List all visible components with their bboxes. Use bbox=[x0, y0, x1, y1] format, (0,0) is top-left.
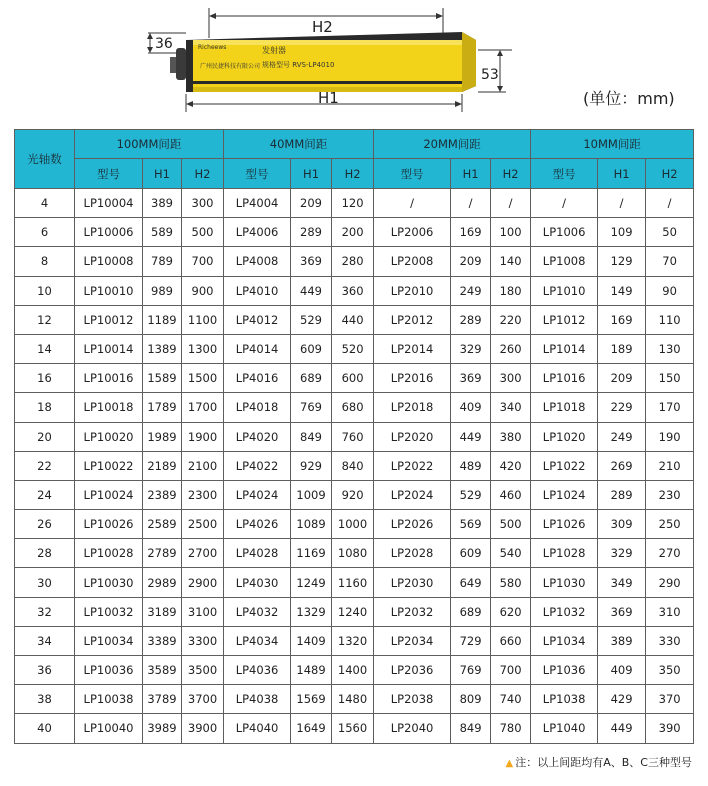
table-cell: 110 bbox=[646, 305, 694, 334]
table-cell: LP2006 bbox=[374, 218, 451, 247]
unit-label: (单位：mm) bbox=[583, 89, 675, 108]
table-cell: 90 bbox=[646, 276, 694, 305]
sub-header-model: 型号 bbox=[224, 159, 291, 189]
table-cell: 3189 bbox=[143, 597, 182, 626]
table-cell: 3900 bbox=[182, 714, 224, 743]
table-cell: 2789 bbox=[143, 539, 182, 568]
dim-height-label: 36 bbox=[155, 36, 173, 52]
dim-width-label: 53 bbox=[481, 67, 499, 83]
table-cell: 1189 bbox=[143, 305, 182, 334]
table-row bbox=[15, 393, 694, 422]
table-cell: 2989 bbox=[143, 568, 182, 597]
table-cell: 3100 bbox=[182, 597, 224, 626]
table-cell: 38 bbox=[15, 685, 75, 714]
table-cell: LP10036 bbox=[75, 656, 143, 685]
table-cell: LP1008 bbox=[531, 247, 598, 276]
table-row bbox=[15, 656, 694, 685]
table-cell: 489 bbox=[451, 451, 491, 480]
table-cell: LP2008 bbox=[374, 247, 451, 276]
table-cell: 109 bbox=[598, 218, 646, 247]
table-cell: 18 bbox=[15, 393, 75, 422]
table-row bbox=[15, 247, 694, 276]
dim-h2-label: H2 bbox=[312, 18, 333, 36]
table-cell: 189 bbox=[598, 334, 646, 363]
table-cell: LP2040 bbox=[374, 714, 451, 743]
table-cell: 2100 bbox=[182, 451, 224, 480]
table-cell: / bbox=[451, 189, 491, 218]
table-cell: LP1022 bbox=[531, 451, 598, 480]
table-cell: 28 bbox=[15, 539, 75, 568]
table-cell: 989 bbox=[143, 276, 182, 305]
table-cell: 420 bbox=[491, 451, 531, 480]
table-cell: 1089 bbox=[291, 510, 332, 539]
table-cell: LP1012 bbox=[531, 305, 598, 334]
table-cell: LP1030 bbox=[531, 568, 598, 597]
table-row bbox=[15, 597, 694, 626]
table-row bbox=[15, 422, 694, 451]
table-cell: 36 bbox=[15, 656, 75, 685]
table-cell: 1480 bbox=[332, 685, 374, 714]
table-cell: / bbox=[598, 189, 646, 218]
table-cell: 920 bbox=[332, 480, 374, 509]
table-row bbox=[15, 189, 694, 218]
table-cell: 10 bbox=[15, 276, 75, 305]
table-row bbox=[15, 714, 694, 743]
table-cell: LP4020 bbox=[224, 422, 291, 451]
table-cell: LP10040 bbox=[75, 714, 143, 743]
table-cell: LP4028 bbox=[224, 539, 291, 568]
group-header-100mm: 100MM间距 bbox=[75, 130, 224, 159]
table-cell: 449 bbox=[598, 714, 646, 743]
table-cell: 500 bbox=[491, 510, 531, 539]
table-cell: 14 bbox=[15, 334, 75, 363]
group-header-10mm: 10MM间距 bbox=[531, 130, 694, 159]
table-cell: 609 bbox=[451, 539, 491, 568]
table-cell: LP4024 bbox=[224, 480, 291, 509]
table-cell: 1320 bbox=[332, 626, 374, 655]
table-cell: 1240 bbox=[332, 597, 374, 626]
table-cell: 370 bbox=[646, 685, 694, 714]
table-cell: LP2028 bbox=[374, 539, 451, 568]
table-cell: 300 bbox=[491, 364, 531, 393]
table-cell: 360 bbox=[332, 276, 374, 305]
table-cell: 1080 bbox=[332, 539, 374, 568]
table-cell: LP1040 bbox=[531, 714, 598, 743]
table-cell: LP2014 bbox=[374, 334, 451, 363]
table-cell: 389 bbox=[598, 626, 646, 655]
table-cell: 500 bbox=[182, 218, 224, 247]
table-row bbox=[15, 480, 694, 509]
table-cell: 210 bbox=[646, 451, 694, 480]
table-cell: 380 bbox=[491, 422, 531, 451]
table-cell: 260 bbox=[491, 334, 531, 363]
table-cell: LP2036 bbox=[374, 656, 451, 685]
table-cell: 269 bbox=[598, 451, 646, 480]
table-cell: LP10012 bbox=[75, 305, 143, 334]
table-cell: 1409 bbox=[291, 626, 332, 655]
table-cell: / bbox=[531, 189, 598, 218]
table-cell: 1589 bbox=[143, 364, 182, 393]
table-cell: 540 bbox=[491, 539, 531, 568]
table-cell: 2389 bbox=[143, 480, 182, 509]
table-cell: 350 bbox=[646, 656, 694, 685]
table-cell: LP4010 bbox=[224, 276, 291, 305]
label-company: 广州民捷科技有限公司 bbox=[200, 63, 261, 70]
table-cell: 140 bbox=[491, 247, 531, 276]
table-cell: 310 bbox=[646, 597, 694, 626]
table-cell: 529 bbox=[291, 305, 332, 334]
sub-header-h1: H1 bbox=[291, 159, 332, 189]
table-cell: LP10034 bbox=[75, 626, 143, 655]
table-cell: LP1010 bbox=[531, 276, 598, 305]
axis-count-header: 光轴数 bbox=[15, 130, 75, 189]
table-cell: 12 bbox=[15, 305, 75, 334]
table-cell: 689 bbox=[291, 364, 332, 393]
table-cell: 130 bbox=[646, 334, 694, 363]
table-cell: 34 bbox=[15, 626, 75, 655]
table-cell: LP10014 bbox=[75, 334, 143, 363]
table-cell: 900 bbox=[182, 276, 224, 305]
table-cell: 849 bbox=[291, 422, 332, 451]
table-row bbox=[15, 334, 694, 363]
table-cell: LP4038 bbox=[224, 685, 291, 714]
table-cell: 529 bbox=[451, 480, 491, 509]
table-cell: 460 bbox=[491, 480, 531, 509]
table-cell: 769 bbox=[291, 393, 332, 422]
table-cell: 369 bbox=[451, 364, 491, 393]
table-cell: 449 bbox=[451, 422, 491, 451]
table-cell: 700 bbox=[182, 247, 224, 276]
table-cell: 840 bbox=[332, 451, 374, 480]
table-cell: 309 bbox=[598, 510, 646, 539]
table-row bbox=[15, 364, 694, 393]
table-cell: LP2034 bbox=[374, 626, 451, 655]
table-cell: 300 bbox=[182, 189, 224, 218]
table-cell: 8 bbox=[15, 247, 75, 276]
table-cell: LP2018 bbox=[374, 393, 451, 422]
table-cell: 369 bbox=[291, 247, 332, 276]
table-cell: LP10010 bbox=[75, 276, 143, 305]
table-cell: 409 bbox=[451, 393, 491, 422]
table-cell: 200 bbox=[332, 218, 374, 247]
table-cell: LP4018 bbox=[224, 393, 291, 422]
table-cell: 569 bbox=[451, 510, 491, 539]
table-cell: 169 bbox=[598, 305, 646, 334]
table-cell: 330 bbox=[646, 626, 694, 655]
table-cell: 280 bbox=[332, 247, 374, 276]
table-cell: 3989 bbox=[143, 714, 182, 743]
table-cell: 689 bbox=[451, 597, 491, 626]
table-cell: LP10020 bbox=[75, 422, 143, 451]
table-cell: 340 bbox=[491, 393, 531, 422]
table-cell: LP4036 bbox=[224, 656, 291, 685]
table-cell: LP2020 bbox=[374, 422, 451, 451]
table-cell: 150 bbox=[646, 364, 694, 393]
table-cell: LP1034 bbox=[531, 626, 598, 655]
table-cell: 120 bbox=[332, 189, 374, 218]
sub-header-h2: H2 bbox=[646, 159, 694, 189]
spec-table bbox=[14, 129, 694, 744]
table-cell: LP1024 bbox=[531, 480, 598, 509]
table-cell: LP10018 bbox=[75, 393, 143, 422]
table-cell: 3789 bbox=[143, 685, 182, 714]
table-cell: LP10022 bbox=[75, 451, 143, 480]
table-cell: LP4022 bbox=[224, 451, 291, 480]
table-cell: LP10024 bbox=[75, 480, 143, 509]
brand-logo-text: Richeews bbox=[198, 44, 227, 51]
table-row bbox=[15, 568, 694, 597]
table-cell: 789 bbox=[143, 247, 182, 276]
table-cell: 700 bbox=[491, 656, 531, 685]
sub-header-h1: H1 bbox=[143, 159, 182, 189]
table-cell: 440 bbox=[332, 305, 374, 334]
table-cell: LP10008 bbox=[75, 247, 143, 276]
table-cell: 929 bbox=[291, 451, 332, 480]
table-cell: LP4026 bbox=[224, 510, 291, 539]
table-cell: 230 bbox=[646, 480, 694, 509]
table-cell: 660 bbox=[491, 626, 531, 655]
table-cell: 289 bbox=[291, 218, 332, 247]
table-cell: 50 bbox=[646, 218, 694, 247]
table-cell: 2300 bbox=[182, 480, 224, 509]
table-cell: 769 bbox=[451, 656, 491, 685]
table-cell: LP10004 bbox=[75, 189, 143, 218]
warning-triangle-icon: ▲ bbox=[505, 758, 514, 769]
table-cell: 209 bbox=[291, 189, 332, 218]
table-cell: 520 bbox=[332, 334, 374, 363]
table-cell: LP1038 bbox=[531, 685, 598, 714]
table-cell: LP2038 bbox=[374, 685, 451, 714]
table-cell: 1900 bbox=[182, 422, 224, 451]
table-cell: LP1028 bbox=[531, 539, 598, 568]
table-cell: 449 bbox=[291, 276, 332, 305]
table-cell: LP4014 bbox=[224, 334, 291, 363]
table-cell: 1249 bbox=[291, 568, 332, 597]
table-cell: 620 bbox=[491, 597, 531, 626]
table-cell: 1569 bbox=[291, 685, 332, 714]
table-cell: 1100 bbox=[182, 305, 224, 334]
table-cell: 2500 bbox=[182, 510, 224, 539]
table-cell: LP2024 bbox=[374, 480, 451, 509]
table-cell: 16 bbox=[15, 364, 75, 393]
table-cell: 2189 bbox=[143, 451, 182, 480]
sub-header-h2: H2 bbox=[332, 159, 374, 189]
table-cell: 1329 bbox=[291, 597, 332, 626]
table-cell: LP2030 bbox=[374, 568, 451, 597]
table-cell: LP10028 bbox=[75, 539, 143, 568]
footnote-text: 注：以上间距均有A、B、C三种型号 bbox=[515, 756, 692, 769]
table-cell: 1300 bbox=[182, 334, 224, 363]
table-cell: 429 bbox=[598, 685, 646, 714]
label-model: 规格型号 RVS-LP4010 bbox=[262, 61, 335, 69]
table-cell: 369 bbox=[598, 597, 646, 626]
table-cell: 209 bbox=[598, 364, 646, 393]
table-cell: 1989 bbox=[143, 422, 182, 451]
table-cell: 3300 bbox=[182, 626, 224, 655]
table-cell: 32 bbox=[15, 597, 75, 626]
table-cell: LP4006 bbox=[224, 218, 291, 247]
table-cell: LP2022 bbox=[374, 451, 451, 480]
sub-header-model: 型号 bbox=[531, 159, 598, 189]
table-cell: LP10016 bbox=[75, 364, 143, 393]
table-cell: LP10006 bbox=[75, 218, 143, 247]
table-row bbox=[15, 510, 694, 539]
table-cell: 149 bbox=[598, 276, 646, 305]
table-cell: 1000 bbox=[332, 510, 374, 539]
table-cell: 740 bbox=[491, 685, 531, 714]
sub-header-h1: H1 bbox=[451, 159, 491, 189]
table-cell: 2589 bbox=[143, 510, 182, 539]
table-cell: LP4032 bbox=[224, 597, 291, 626]
table-cell: LP2016 bbox=[374, 364, 451, 393]
table-cell: 2700 bbox=[182, 539, 224, 568]
table-cell: 26 bbox=[15, 510, 75, 539]
table-cell: 4 bbox=[15, 189, 75, 218]
table-row bbox=[15, 305, 694, 334]
table-cell: LP4008 bbox=[224, 247, 291, 276]
table-cell: 249 bbox=[451, 276, 491, 305]
table-cell: 289 bbox=[598, 480, 646, 509]
table-cell: LP1026 bbox=[531, 510, 598, 539]
group-header-20mm: 20MM间距 bbox=[374, 130, 531, 159]
table-cell: LP2010 bbox=[374, 276, 451, 305]
table-cell: 70 bbox=[646, 247, 694, 276]
dim-h1-label: H1 bbox=[318, 89, 339, 107]
table-cell: 600 bbox=[332, 364, 374, 393]
table-cell: LP1032 bbox=[531, 597, 598, 626]
table-cell: 220 bbox=[491, 305, 531, 334]
table-cell: 180 bbox=[491, 276, 531, 305]
table-cell: 270 bbox=[646, 539, 694, 568]
table-cell: 609 bbox=[291, 334, 332, 363]
table-cell: 1160 bbox=[332, 568, 374, 597]
table-cell: 1560 bbox=[332, 714, 374, 743]
table-cell: 6 bbox=[15, 218, 75, 247]
table-cell: LP2032 bbox=[374, 597, 451, 626]
table-cell: 1700 bbox=[182, 393, 224, 422]
table-cell: LP1036 bbox=[531, 656, 598, 685]
table-cell: 329 bbox=[451, 334, 491, 363]
table-cell: 729 bbox=[451, 626, 491, 655]
table-cell: LP4004 bbox=[224, 189, 291, 218]
table-cell: 3700 bbox=[182, 685, 224, 714]
table-cell: 3589 bbox=[143, 656, 182, 685]
table-cell: 1169 bbox=[291, 539, 332, 568]
table-cell: 329 bbox=[598, 539, 646, 568]
table-row bbox=[15, 626, 694, 655]
group-header-40mm: 40MM间距 bbox=[224, 130, 374, 159]
table-cell: 20 bbox=[15, 422, 75, 451]
table-cell: 1489 bbox=[291, 656, 332, 685]
table-cell: LP1016 bbox=[531, 364, 598, 393]
table-cell: 649 bbox=[451, 568, 491, 597]
table-cell: / bbox=[374, 189, 451, 218]
table-cell: LP10038 bbox=[75, 685, 143, 714]
table-cell: 760 bbox=[332, 422, 374, 451]
sub-header-model: 型号 bbox=[75, 159, 143, 189]
label-title: 发射器 bbox=[262, 46, 286, 55]
table-row bbox=[15, 451, 694, 480]
table-row bbox=[15, 539, 694, 568]
table-cell: 290 bbox=[646, 568, 694, 597]
table-cell: 169 bbox=[451, 218, 491, 247]
table-cell: LP1018 bbox=[531, 393, 598, 422]
table-cell: 40 bbox=[15, 714, 75, 743]
table-cell: 30 bbox=[15, 568, 75, 597]
table-cell: 129 bbox=[598, 247, 646, 276]
table-cell: 100 bbox=[491, 218, 531, 247]
table-cell: 580 bbox=[491, 568, 531, 597]
table-cell: 249 bbox=[598, 422, 646, 451]
table-cell: 349 bbox=[598, 568, 646, 597]
table-cell: LP10026 bbox=[75, 510, 143, 539]
table-cell: 680 bbox=[332, 393, 374, 422]
table-cell: 170 bbox=[646, 393, 694, 422]
table-cell: LP1020 bbox=[531, 422, 598, 451]
sub-header-h1: H1 bbox=[598, 159, 646, 189]
table-cell: 1789 bbox=[143, 393, 182, 422]
table-cell: LP2012 bbox=[374, 305, 451, 334]
table-cell: 209 bbox=[451, 247, 491, 276]
table-cell: LP1006 bbox=[531, 218, 598, 247]
table-cell: 589 bbox=[143, 218, 182, 247]
table-cell: / bbox=[491, 189, 531, 218]
table-cell: 250 bbox=[646, 510, 694, 539]
table-cell: 1500 bbox=[182, 364, 224, 393]
table-cell: 849 bbox=[451, 714, 491, 743]
table-cell: LP4012 bbox=[224, 305, 291, 334]
table-cell: 22 bbox=[15, 451, 75, 480]
sub-header-model: 型号 bbox=[374, 159, 451, 189]
table-cell: 3500 bbox=[182, 656, 224, 685]
table-cell: LP10032 bbox=[75, 597, 143, 626]
table-cell: LP2026 bbox=[374, 510, 451, 539]
table-cell: LP1014 bbox=[531, 334, 598, 363]
table-cell: / bbox=[646, 189, 694, 218]
sub-header-h2: H2 bbox=[491, 159, 531, 189]
table-cell: 390 bbox=[646, 714, 694, 743]
sub-header-h2: H2 bbox=[182, 159, 224, 189]
table-cell: 190 bbox=[646, 422, 694, 451]
table-cell: LP10030 bbox=[75, 568, 143, 597]
table-cell: LP4034 bbox=[224, 626, 291, 655]
table-cell: 3389 bbox=[143, 626, 182, 655]
table-cell: 1400 bbox=[332, 656, 374, 685]
table-cell: LP4016 bbox=[224, 364, 291, 393]
table-cell: 1009 bbox=[291, 480, 332, 509]
table-cell: 289 bbox=[451, 305, 491, 334]
footnote bbox=[506, 754, 692, 770]
table-row bbox=[15, 218, 694, 247]
table-cell: LP4040 bbox=[224, 714, 291, 743]
table-cell: 2900 bbox=[182, 568, 224, 597]
table-cell: 409 bbox=[598, 656, 646, 685]
table-cell: 780 bbox=[491, 714, 531, 743]
table-cell: 24 bbox=[15, 480, 75, 509]
table-cell: 389 bbox=[143, 189, 182, 218]
table-cell: 809 bbox=[451, 685, 491, 714]
table-cell: 1389 bbox=[143, 334, 182, 363]
table-cell: LP4030 bbox=[224, 568, 291, 597]
table-cell: 1649 bbox=[291, 714, 332, 743]
table-row bbox=[15, 276, 694, 305]
table-cell: 229 bbox=[598, 393, 646, 422]
table-row bbox=[15, 685, 694, 714]
